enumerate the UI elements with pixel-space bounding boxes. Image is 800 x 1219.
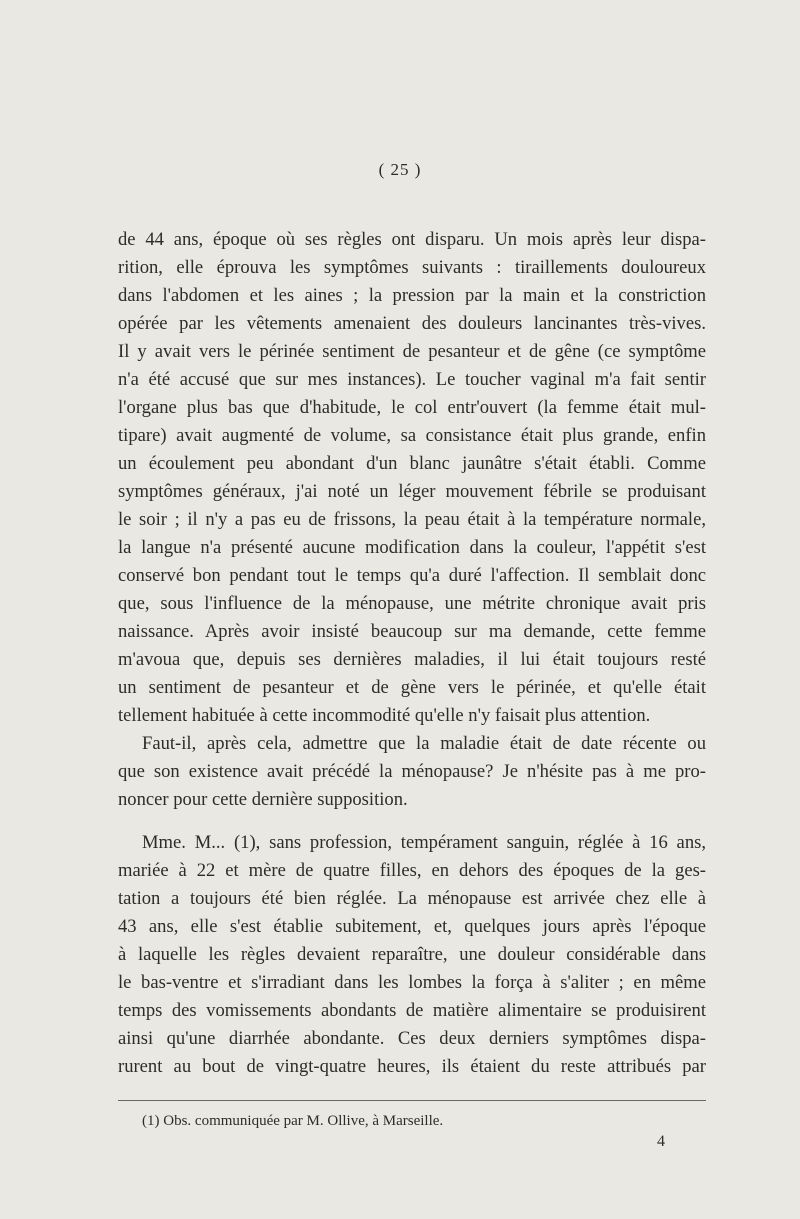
text-line: Il y avait vers le périnée sentiment de pesanteur et de gêne (ce symptôme	[118, 341, 706, 362]
signature-mark: 4	[657, 1133, 665, 1150]
text-line: le soir ; il n'y a pas eu de frissons, la peau était à la température normale,	[118, 509, 706, 530]
text-line: un sentiment de pesanteur et de gène vers le périnée, et qu'elle était	[118, 677, 706, 698]
text-line: rurent au bout de vingt-quatre heures, ils étaient du reste attribués par	[118, 1056, 706, 1077]
text-line: n'a été accusé que sur mes instances). Le toucher vaginal m'a fait sentir	[118, 369, 706, 390]
footnote-divider	[118, 1100, 706, 1101]
text-line: mariée à 22 et mère de quatre filles, en dehors des époques de la ges-	[118, 860, 706, 881]
text-line: 43 ans, elle s'est établie subitement, et, quelques jours après l'époque	[118, 916, 706, 937]
text-line: tation a toujours été bien réglée. La ménopause est arrivée chez elle à	[118, 888, 706, 909]
text-line: la langue n'a présenté aucune modification dans la couleur, l'appétit s'est	[118, 537, 706, 558]
page-number: ( 25 )	[378, 160, 422, 179]
text-line: dans l'abdomen et les aines ; la pression par la main et la constriction	[118, 285, 706, 306]
text-line: symptômes généraux, j'ai noté un léger mouvement fébrile se produisant	[118, 481, 706, 502]
text-line: Mme. M... (1), sans profession, tempérament sanguin, réglée à 16 ans,	[142, 832, 706, 853]
text-line: opérée par les vêtements amenaient des douleurs lancinantes très-vives.	[118, 313, 706, 334]
text-line: Faut-il, après cela, admettre que la maladie était de date récente ou	[142, 733, 706, 754]
text-line: l'organe plus bas que d'habitude, le col entr'ouvert (la femme était mul-	[118, 397, 706, 418]
text-line: naissance. Après avoir insisté beaucoup sur ma demande, cette femme	[118, 621, 706, 642]
text-line: m'avoua que, depuis ses dernières maladies, il lui était toujours resté	[118, 649, 706, 670]
text-line: conservé bon pendant tout le temps qu'a duré l'affection. Il semblait donc	[118, 565, 706, 586]
text-line: de 44 ans, époque où ses règles ont disparu. Un mois après leur dispa-	[118, 229, 706, 250]
text-line: ainsi qu'une diarrhée abondante. Ces deux derniers symptômes dispa-	[118, 1028, 706, 1049]
text-line: un écoulement peu abondant d'un blanc jaunâtre s'était établi. Comme	[118, 453, 706, 474]
text-line: tipare) avait augmenté de volume, sa consistance était plus grande, enfin	[118, 425, 706, 446]
text-line: à laquelle les règles devaient reparaître, une douleur considérable dans	[118, 944, 706, 965]
text-line: le bas-ventre et s'irradiant dans les lombes la força à s'aliter ; en même	[118, 972, 706, 993]
text-line: rition, elle éprouva les symptômes suivants : tiraillements douloureux	[118, 257, 706, 278]
text-line: noncer pour cette dernière supposition.	[118, 789, 408, 810]
text-line: tellement habituée à cette incommodité qu'elle n'y faisait plus attention.	[118, 705, 651, 726]
text-line: temps des vomissements abondants de matière alimentaire se produisirent	[118, 1000, 706, 1021]
text-line: que son existence avait précédé la ménopause? Je n'hésite pas à me pro-	[118, 761, 706, 782]
footnote: (1) Obs. communiquée par M. Ollive, à Marseille.	[142, 1113, 444, 1129]
text-line: que, sous l'influence de la ménopause, une métrite chronique avait pris	[118, 593, 706, 614]
